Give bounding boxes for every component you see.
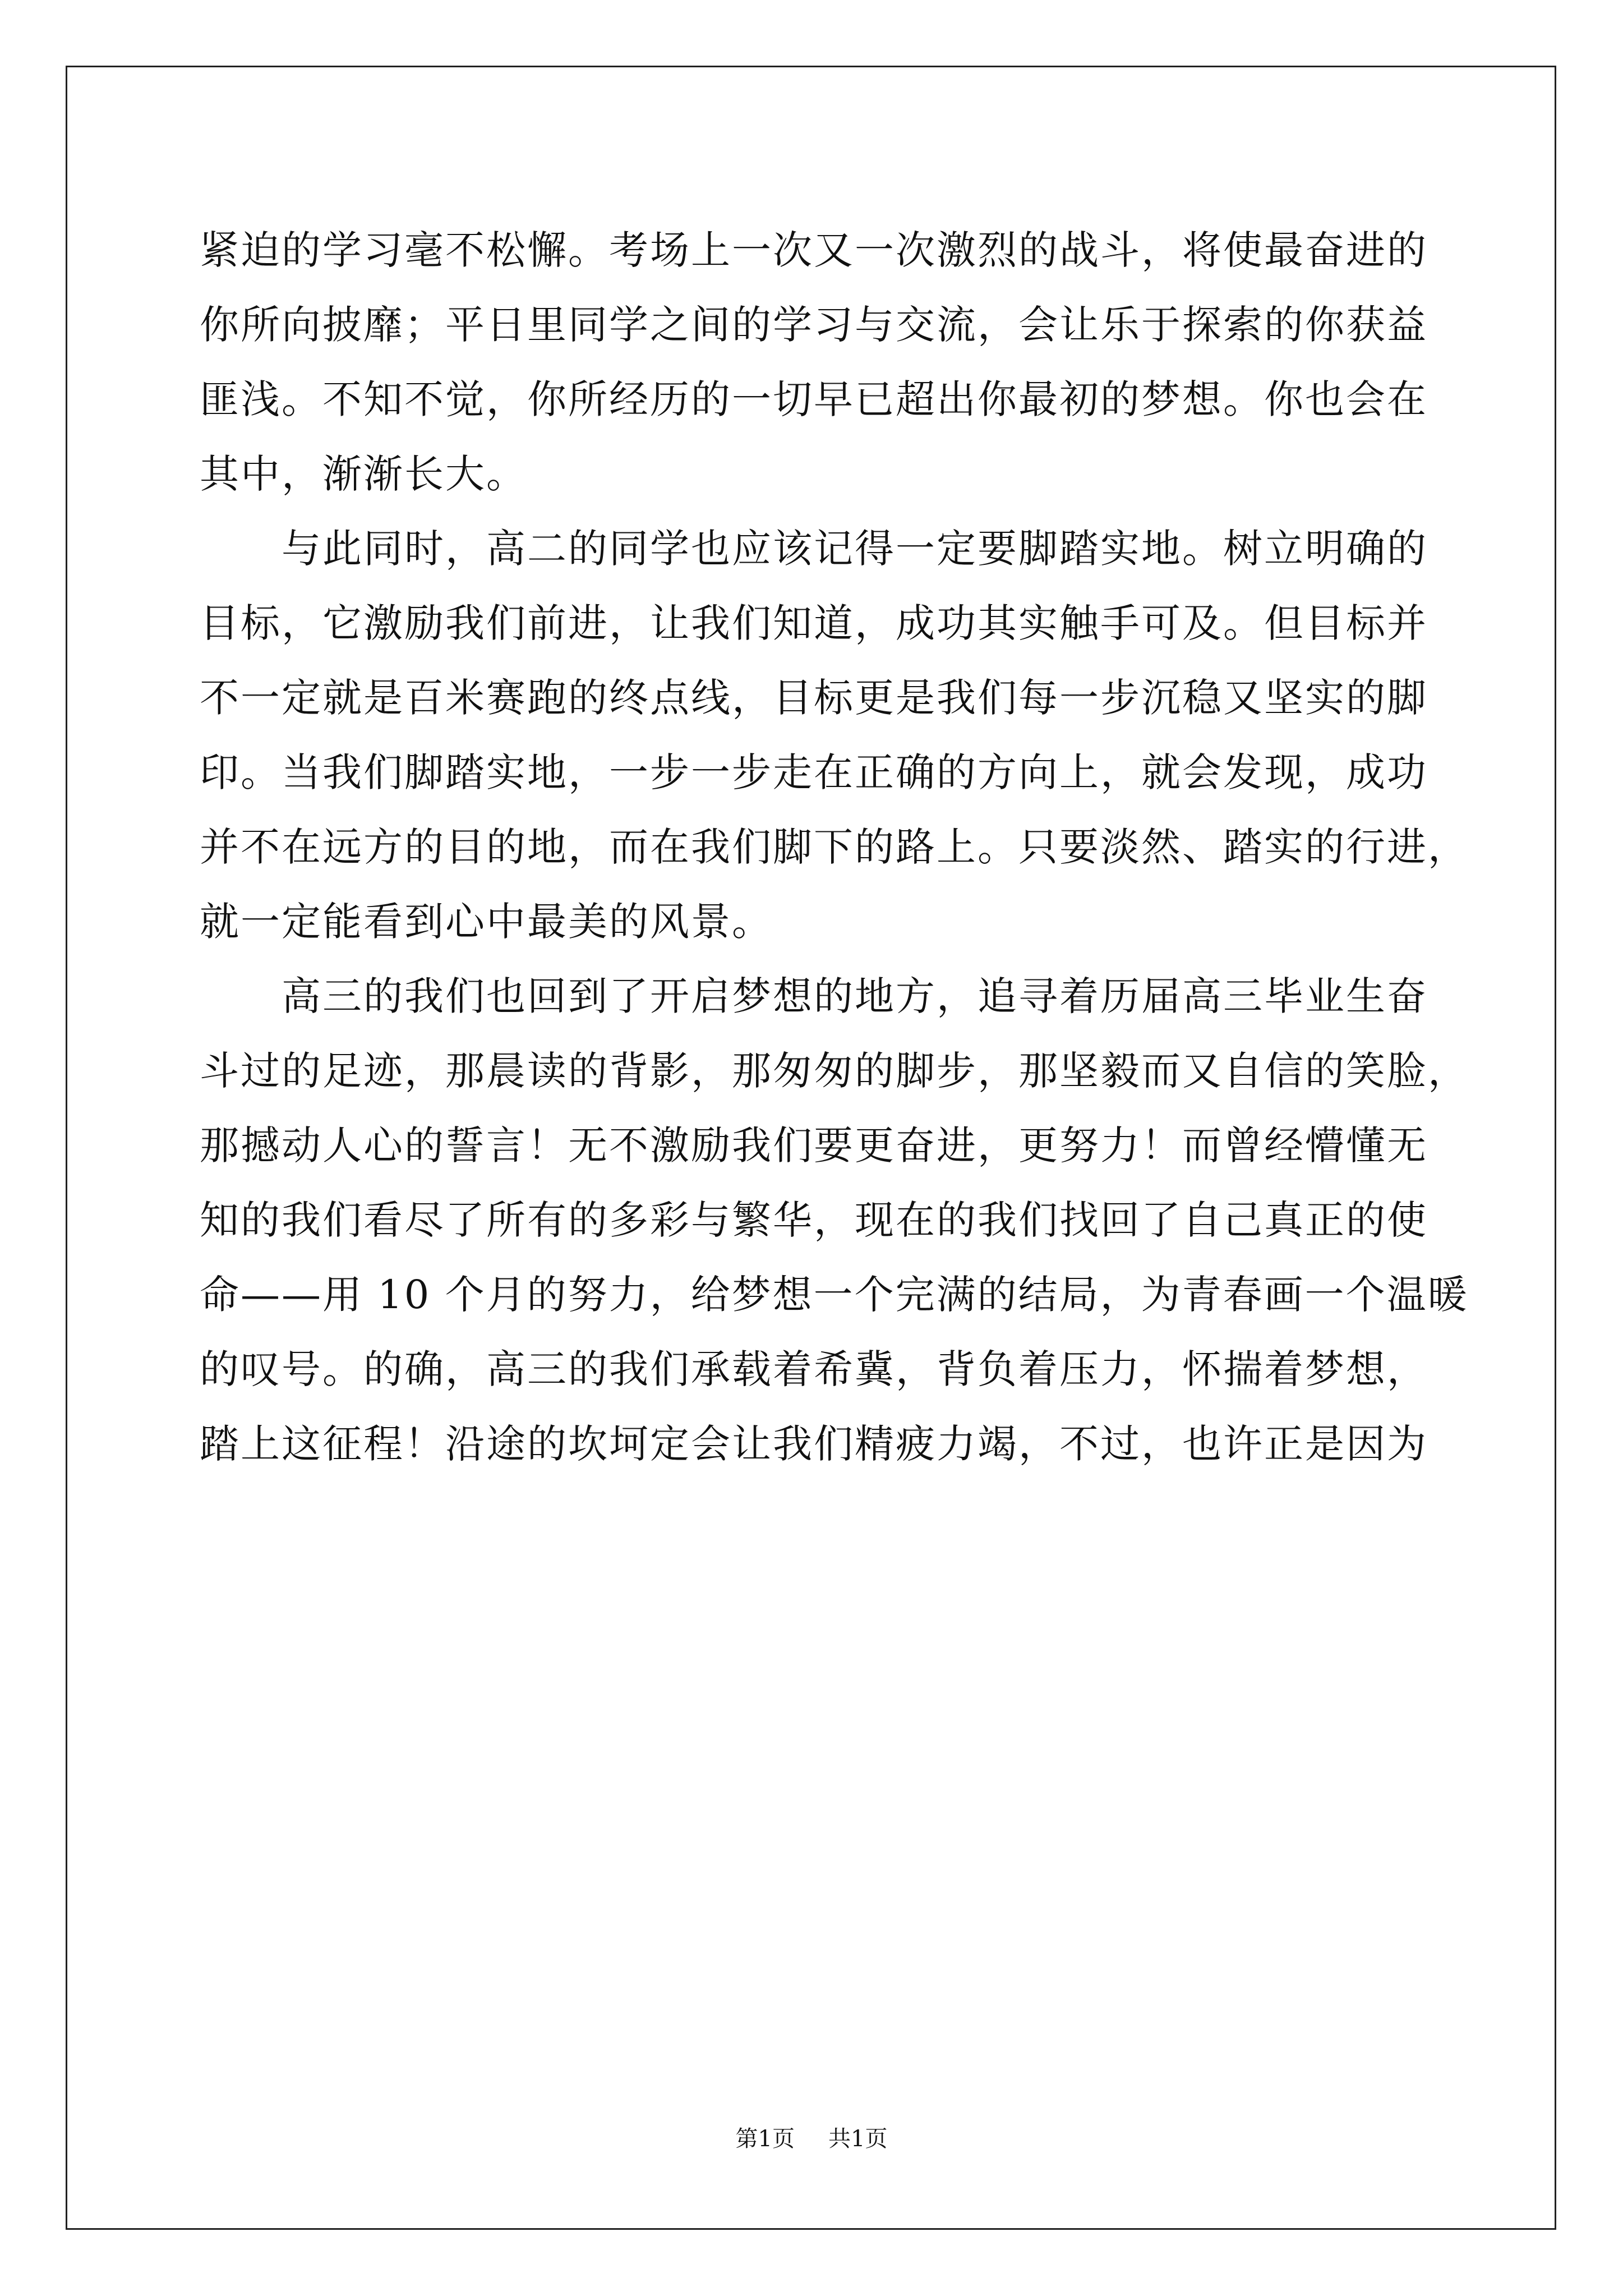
text-line: 就一定能看到心中最美的风景。 [200, 899, 773, 945]
text-line: 斗过的足迹，那晨读的背影，那匆匆的脚步，那坚毅而又自信的笑脸， [200, 1048, 1469, 1094]
text-line: 与此同时，高二的同学也应该记得一定要脚踏实地。树立明确的 [282, 526, 1428, 572]
text-line: 目标，它激励我们前进，让我们知道，成功其实触手可及。但目标并 [200, 600, 1428, 646]
text-line: 的叹号。的确，高三的我们承载着希冀，背负着压力，怀揣着梦想， [200, 1346, 1428, 1392]
page-total: 共1页 [828, 2126, 888, 2152]
text-line: 你所向披靡；平日里同学之间的学习与交流，会让乐于探索的你获益 [200, 302, 1428, 348]
text-line: 匪浅。不知不觉，你所经历的一切早已超出你最初的梦想。你也会在 [200, 376, 1428, 422]
paragraph-2 [200, 512, 1469, 959]
text-line: 不一定就是百米赛跑的终点线，目标更是我们每一步沉稳又坚实的脚 [200, 675, 1428, 721]
text-line: 踏上这征程！沿途的坎坷定会让我们精疲力竭，不过，也许正是因为 [200, 1421, 1428, 1467]
text-line: 并不在远方的目的地，而在我们脚下的路上。只要淡然、踏实的行进， [200, 824, 1469, 870]
text-line: 命——用 10 个月的努力，给梦想一个完满的结局，为青春画一个温暖 [200, 1272, 1469, 1318]
text-line: 紧迫的学习毫不松懈。考场上一次又一次激烈的战斗，将使最奋进的 [200, 227, 1428, 273]
text-line: 其中，渐渐长大。 [200, 451, 527, 497]
document-body [200, 213, 1469, 1481]
paragraph-1 [200, 213, 1433, 512]
page-footer [0, 2125, 1623, 2153]
text-line: 高三的我们也回到了开启梦想的地方，追寻着历届高三毕业生奋 [282, 973, 1428, 1019]
text-line: 知的我们看尽了所有的多彩与繁华，现在的我们找回了自己真正的使 [200, 1197, 1428, 1243]
text-line: 印。当我们脚踏实地，一步一步走在正确的方向上，就会发现，成功 [200, 749, 1428, 795]
page-number: 第1页 [735, 2126, 795, 2152]
text-line: 那撼动人心的誓言！无不激励我们要更奋进，更努力！而曾经懵懂无 [200, 1122, 1428, 1168]
paragraph-3 [200, 959, 1469, 1481]
